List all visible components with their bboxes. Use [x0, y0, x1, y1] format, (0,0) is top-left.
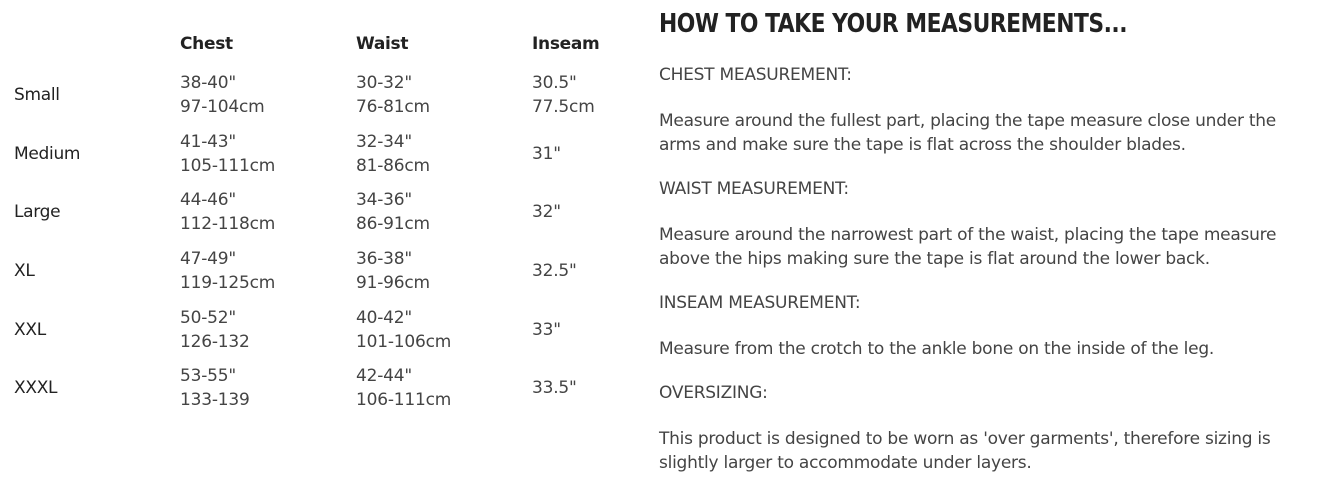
inseam-cm: 77.5cm	[532, 97, 595, 118]
header-size	[0, 22, 180, 66]
waist-value	[356, 66, 532, 125]
chest-inches: 38-40"	[180, 73, 237, 94]
chest-cm: 105-111cm	[180, 155, 276, 176]
inseam-inches: 32.5"	[532, 261, 577, 282]
inseam-value	[532, 300, 640, 359]
inseam-value	[532, 66, 640, 125]
waist-value	[356, 300, 532, 359]
waist-cm: 76-81cm	[356, 97, 430, 118]
table-row	[0, 183, 640, 242]
chest-inches: 53-55"	[180, 366, 237, 387]
waist-cm: 81-86cm	[356, 155, 430, 176]
size-label: XXL	[14, 319, 46, 340]
guide-title: HOW TO TAKE YOUR MEASUREMENTS...	[659, 9, 1127, 39]
waist-inches: 40-42"	[356, 307, 413, 328]
chest-instructions: Measure around the fullest part, placing the tape measure close under the arms and make sure the tape is flat across the shoulder blades.	[659, 111, 1276, 155]
waist-inches: 32-34"	[356, 131, 413, 152]
chest-value	[180, 359, 356, 418]
size-label: Medium	[14, 143, 81, 164]
waist-instructions: Measure around the narrowest part of the waist, placing the tape measure above the hips making sure the tape is flat around the lower back.	[659, 225, 1277, 269]
waist-value	[356, 359, 532, 418]
chest-inches: 44-46"	[180, 190, 237, 211]
chest-cm: 133-139	[180, 390, 250, 411]
header-row	[0, 22, 640, 66]
size-label: Large	[14, 202, 61, 223]
inseam-inches: 31"	[532, 143, 561, 164]
table-row	[0, 125, 640, 184]
chest-inches: 41-43"	[180, 131, 237, 152]
chest-inches: 47-49"	[180, 249, 237, 270]
chest-value	[180, 242, 356, 301]
waist-cm: 106-111cm	[356, 390, 452, 411]
waist-cm: 86-91cm	[356, 214, 430, 235]
header-inseam: Inseam	[532, 34, 600, 54]
waist-value	[356, 242, 532, 301]
chest-value	[180, 183, 356, 242]
chest-cm: 126-132	[180, 331, 250, 352]
size-chart-header	[0, 22, 640, 66]
size-label: Small	[14, 85, 60, 106]
size-label: XXXL	[14, 378, 58, 399]
table-row	[0, 66, 640, 125]
inseam-heading: INSEAM MEASUREMENT:	[659, 293, 861, 313]
inseam-instructions: Measure from the crotch to the ankle bone on the inside of the leg.	[659, 339, 1215, 359]
inseam-value	[532, 125, 640, 184]
inseam-inches: 33"	[532, 319, 561, 340]
header-chest: Chest	[180, 34, 233, 54]
size-chart-table	[0, 22, 640, 418]
header-waist: Waist	[356, 34, 409, 54]
chest-cm: 97-104cm	[180, 97, 265, 118]
waist-inches: 42-44"	[356, 366, 413, 387]
oversizing-text: This product is designed to be worn as 'over garments', therefore sizing is slightly larger to accommodate under layers.	[659, 429, 1271, 473]
waist-inches: 34-36"	[356, 190, 413, 211]
chest-cm: 119-125cm	[180, 273, 276, 294]
waist-cm: 101-106cm	[356, 331, 452, 352]
waist-inches: 36-38"	[356, 249, 413, 270]
guide-body	[659, 63, 1314, 475]
inseam-inches: 33.5"	[532, 378, 577, 399]
table-row	[0, 300, 640, 359]
chest-value	[180, 125, 356, 184]
size-chart-body	[0, 66, 640, 418]
chest-inches: 50-52"	[180, 307, 237, 328]
table-row	[0, 359, 640, 418]
inseam-value	[532, 359, 640, 418]
waist-value	[356, 183, 532, 242]
waist-heading: WAIST MEASUREMENT:	[659, 179, 849, 199]
chest-cm: 112-118cm	[180, 214, 276, 235]
oversizing-heading: OVERSIZING:	[659, 383, 768, 403]
waist-value	[356, 125, 532, 184]
measurement-guide	[659, 0, 1314, 475]
chest-heading: CHEST MEASUREMENT:	[659, 65, 852, 85]
chest-value	[180, 300, 356, 359]
inseam-inches: 32"	[532, 202, 561, 223]
waist-inches: 30-32"	[356, 73, 413, 94]
inseam-value	[532, 242, 640, 301]
chest-value	[180, 66, 356, 125]
inseam-value	[532, 183, 640, 242]
size-label: XL	[14, 261, 35, 282]
inseam-inches: 30.5"	[532, 73, 577, 94]
table-row	[0, 242, 640, 301]
waist-cm: 91-96cm	[356, 273, 430, 294]
